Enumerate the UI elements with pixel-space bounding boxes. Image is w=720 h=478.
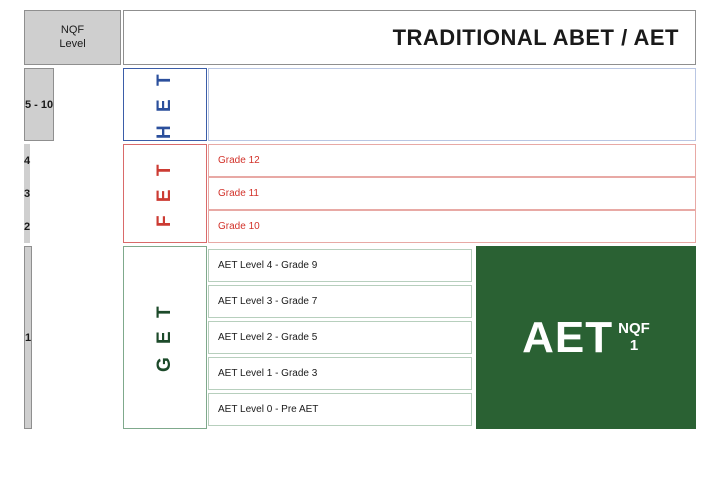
aet-panel-word: AET (522, 312, 614, 362)
nqf-header-line2: Level (59, 37, 86, 50)
diagram-title: TRADITIONAL ABET / AET (123, 10, 696, 65)
fet-row-grade-10: Grade 10 (208, 210, 696, 243)
fet-row-grade-12: Grade 12 (208, 144, 696, 177)
nqf-level-2: 2 (24, 210, 30, 243)
aet-panel-content (522, 312, 650, 362)
aet-panel-superscript (618, 320, 650, 355)
het-content-box (208, 68, 696, 141)
fet-row-grade-11: Grade 11 (208, 177, 696, 210)
get-row-aet-level-1: AET Level 1 - Grade 3 (208, 357, 472, 390)
nqf-level-get: 1 (24, 246, 32, 429)
get-row-aet-level-3: AET Level 3 - Grade 7 (208, 285, 472, 318)
nqf-level-het: 5 - 10 (24, 68, 54, 141)
aet-highlight-panel (476, 246, 696, 429)
nqf-level-4: 4 (24, 144, 30, 177)
get-row-aet-level-4: AET Level 4 - Grade 9 (208, 249, 472, 282)
aet-panel-nqf-level: 1 (629, 336, 639, 354)
get-row-aet-level-2: AET Level 2 - Grade 5 (208, 321, 472, 354)
aet-panel-nqf-label: NQF (618, 319, 650, 337)
band-label-get: G E T (123, 246, 207, 429)
get-row-aet-level-0: AET Level 0 - Pre AET (208, 393, 472, 426)
band-label-fet: F E T (123, 144, 207, 243)
nqf-header-line1: NQF (60, 23, 85, 36)
band-label-het: H E T (123, 68, 207, 141)
nqf-level-3: 3 (24, 177, 30, 210)
nqf-level-header (24, 10, 121, 65)
